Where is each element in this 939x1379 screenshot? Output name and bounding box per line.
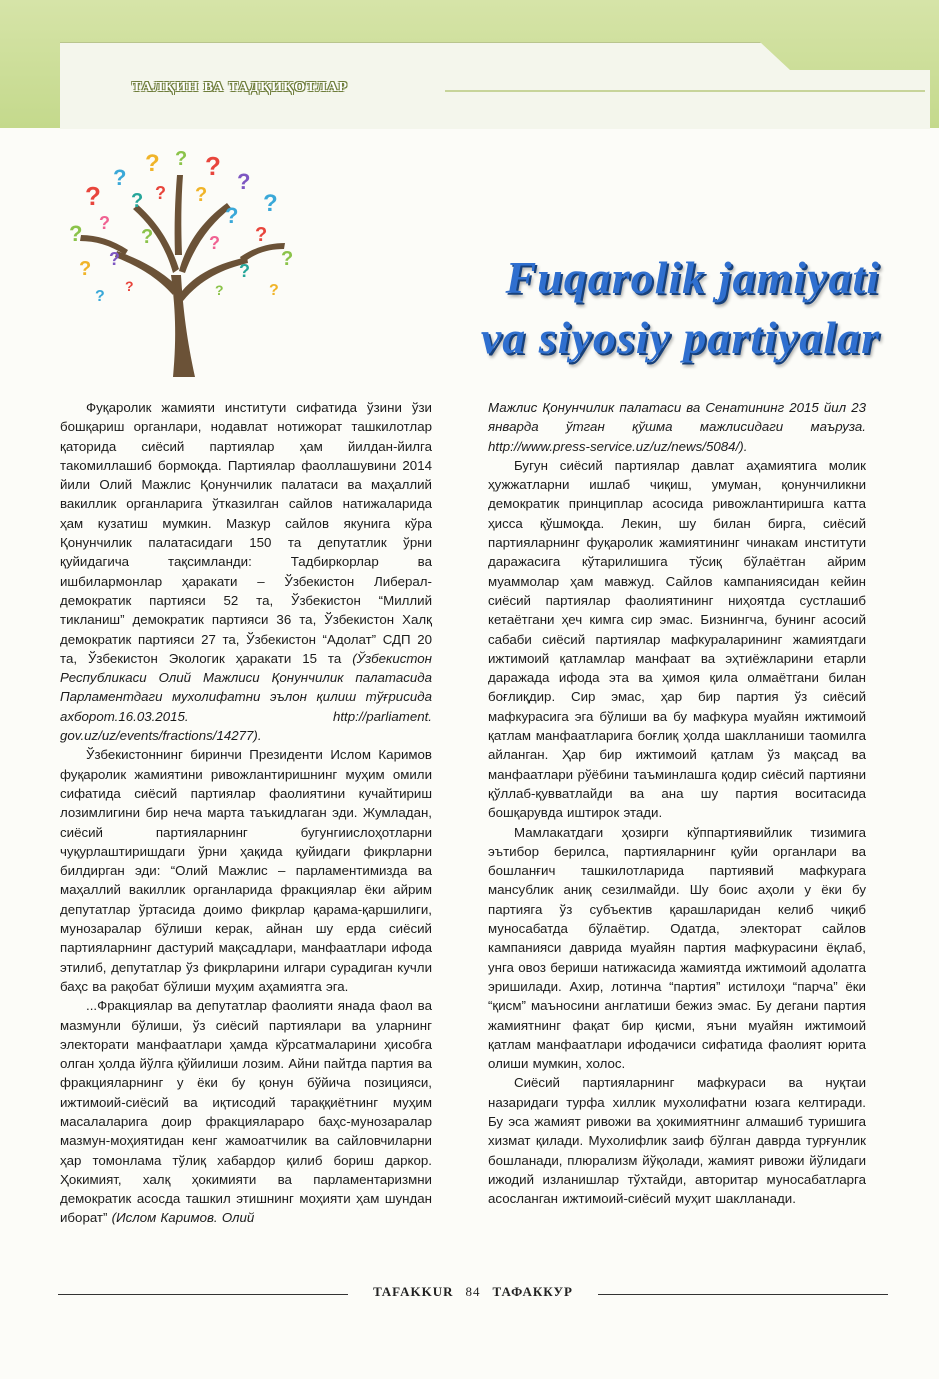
paragraph: Сиёсий партияларнинг мафкураси ва нуқтаи назаридаги турфа хиллик мухолифатни юзага келтиради. Бу эса жамият ривожи ва ҳокимиятнинг алмашиб туришига хизмат қилади. Мухолифлик заиф бўлган даврда турғунлик бошланади, плюрализм йўқолади, жамият ривожи йўлидаги ижодий изланишлар тўхтайди, авторитар муносабатларга асосланган ижтимоий-сиёсий муҳит шаклланади. [488, 1075, 866, 1207]
svg-text:?: ? [209, 233, 220, 253]
section-title: ТАЛҚИН ВА ТАДҚИҚОТЛАР [132, 80, 348, 95]
title-line-2: va siyosiy partiyalar [480, 312, 880, 363]
question-mark-tree-icon [55, 145, 305, 377]
footer-label [358, 1284, 588, 1300]
svg-text:?: ? [263, 190, 278, 217]
page-footer [58, 1282, 888, 1306]
svg-text:?: ? [79, 258, 92, 280]
svg-text:?: ? [145, 150, 160, 177]
svg-text:?: ? [141, 226, 154, 248]
paragraph-text: ...Фракциялар ва депутатлар фаолияти янада фаол ва мазмунли бўлиши, ўз сиёсий партиялари ва уларнинг электорати манфаатлари ҳамда кўрсатмаларини ҳисобга олган ҳолда йўлга қўйилиши лозим. Айни пайтда партия ва фракцияларнинг у ёки бу қонун бўйича позицияси, ижтимоий-сиёсий ва иқтисодий тараққиётнинг муҳим масалаларига доир фракцияларaро баҳс-мунозаралар мазмун-моҳиятидан кенг жамоатчилик ва сайловчиларни ҳар томонлама тўлиқ хабардор қилиб бориш даркор. Ҳокимият, халқ ҳокимияти ва парламентаризмни демократик асосда ташкил этишнинг моҳияти ҳам шундан иборат” [60, 998, 432, 1226]
citation: (Ўзбекистон Республикаси Олий Мажлиси Қонунчилик палатасида Парламентдаги мухолифатни эълон қилиш тўғрисида ахборот.16.03.2015. http://parliament. gov.uz/uz/events/fractions/14277). [60, 650, 432, 744]
svg-text:?: ? [205, 151, 221, 181]
citation: (Ислом Каримов. Олий [111, 1210, 255, 1226]
footer-rule-right [598, 1294, 888, 1295]
svg-text:?: ? [125, 278, 134, 294]
svg-text:?: ? [155, 183, 166, 203]
svg-text:?: ? [175, 148, 188, 170]
right-column [488, 398, 866, 1208]
svg-text:?: ? [239, 261, 250, 281]
paragraph-text: Фуқаролик жамияти институти сифатида ўзини ўзи бошқариш органлари, нодавлат нотижорат ташкилотлар қаторида сиёсий партиялар ҳам йилдан-йилга такомиллашиб бормоқда. Партиялар фаоллашувини 2014 йили Олий Мажлис Қонунчилик палатаси ва маҳаллий вакиллик органларига ўтказилган сайлов натижаларида ҳам кузатиш мумкин. Мазкур сайлов якунига кўра Қонунчилик палатасидаги 150 та депутатлик ўрни қуйидагича тақсимланди: Тадбиркорлар ва ишбилармонлар ҳаракати – Ўзбекистон Либерал-демократик партияси 52 та, Ўзбекистон “Миллий тикланиш” демократик партияси 36 та, Ўзбекистон Халқ демократик партияси 27 та, Ўзбекистон “Адолат” СДП 20 та, Ўзбекистон Экологик ҳаракати 15 та [60, 400, 432, 666]
paragraph: Мамлакатдаги ҳозирги кўппартиявийлик тизимига эътибор берилса, партияларнинг қуйи органлари ва бошланғич ташкилотларида партиявий мафкурага мансублик аниқ сезилмайди. Шу боис аҳоли у ёки бу партияга ўз субъектив қарашларидан келиб чиқиб муносабатда бўлаётир. Одатда, электорат сайлов кампанияси даврида муайян партия мафкурасини ёқлаб, унга овоз бериши натижасида жамиятда ижтимоий адолатга эришилади. Ахир, лотинча “партия” истилоҳи “парча” ёки “қисм” маъносини англатиши бежиз эмас. Бу дегани партия жамиятнинг фақат бир қисми, яъни муайян ижтимоий қатлам манфаатлари ифодачиси сифатида фаолият юрита олиши мумкин, холос. [488, 824, 866, 1072]
svg-text:?: ? [95, 288, 105, 305]
paragraph: Ўзбекистоннинг биринчи Президенти Ислом Каримов фуқаролик жамиятини ривожлантиришнинг муҳим омили сифатида сиёсий партиялар фаолиятини кучайтириш лозимлигини бир неча марта таъкидлаган эди. Жумладан, сиёсий партияларнинг бугунгиислоҳотларни чуқурлаштиришдаги ўрни ҳақида қуйидаги фикрларни билдирган эди: “Олий Мажлис – парламентимизда ва маҳаллий вакиллик органларида фракциялар ёки айрим депутатлар ўртасида доимо фикрлар қарама-қаршилиги, мунозаралар бўлиши керак, айнан шу ерда сиёсий партияларнинг дастурий мақсадлари, манфаатлари ифода этилиб, депутатлар ўз фикрларини илгари сурадиган кучли баҳс ва рақобат бўлиши муҳим аҳамиятга эга. [60, 747, 432, 994]
left-column [60, 398, 432, 1228]
svg-text:?: ? [255, 224, 268, 246]
svg-text:?: ? [195, 184, 208, 206]
svg-text:?: ? [99, 213, 110, 233]
svg-text:?: ? [225, 203, 239, 228]
svg-text:?: ? [113, 165, 127, 190]
svg-text:?: ? [281, 248, 294, 270]
svg-text:?: ? [269, 282, 279, 299]
paragraph [60, 996, 432, 1228]
title-line-1: Fuqarolik jamiyati [505, 252, 880, 303]
page-number: 84 [465, 1284, 481, 1299]
svg-text:?: ? [85, 181, 101, 211]
svg-text:?: ? [131, 190, 144, 212]
svg-text:?: ? [237, 169, 251, 194]
svg-text:?: ? [69, 221, 83, 246]
footer-left-label: TAFAKKUR [373, 1284, 454, 1299]
footer-rule-left [58, 1294, 348, 1295]
svg-text:?: ? [215, 282, 224, 298]
svg-text:?: ? [109, 249, 120, 269]
header-accent-line [445, 90, 925, 92]
article-title [300, 248, 880, 368]
paragraph [60, 398, 432, 745]
paragraph: Бугун сиёсий партиялар давлат аҳамиятига молик ҳужжатларни ишлаб чиқиш, умуман, қонунчиликни демократик принциплар асосида ривожлантиришга катта ҳисса қўшмоқда. Лекин, шу билан бирга, сиёсий партияларнинг фуқаролик жамиятининг чинакам институти даражасига кўтарилишига тўсиқ бўлаётган айрим муаммолар ҳам мавжуд. Сайлов кампаниясидан кейин сиёсий партиялар фаолиятининг ниҳоятда сустлашиб кетаётгани ҳеч кимга сир эмас. Бизнингча, бунинг асосий сабаби сиёсий партиялар мафкураларининг жамиятдаги ижтимоий қатламлар манфаат ва эҳтиёжларини етарли даражада ифода эта ва ҳимоя қила олмаётгани билан боғлиқдир. Сир эмас, ҳар бир партия ўз сиёсий мафкурасига эга бўлиши ва бу мафкура муайян ижтимоий қатлам манфаатларига боғлиқ ҳолда шаклланиши таомилга айланган. Ҳар бир ижтимоий қатлам ўз мақсад ва манфаатлари рўёбини таъминлашга қодир сиёсий партияни қўллаб-қувватлайди ва ана шу партия воситасида бошқарувда иштирок этади. [488, 457, 866, 821]
footer-right-label: ТАФАККУР [492, 1284, 573, 1299]
citation: Мажлис Қонунчилик палатаси ва Сенатининг 2015 йил 23 январда ўтган қўшма мажлисидаги маъруза. http://www.press-service.uz/uz/news/5084/). [488, 400, 866, 454]
paragraph [488, 398, 866, 456]
